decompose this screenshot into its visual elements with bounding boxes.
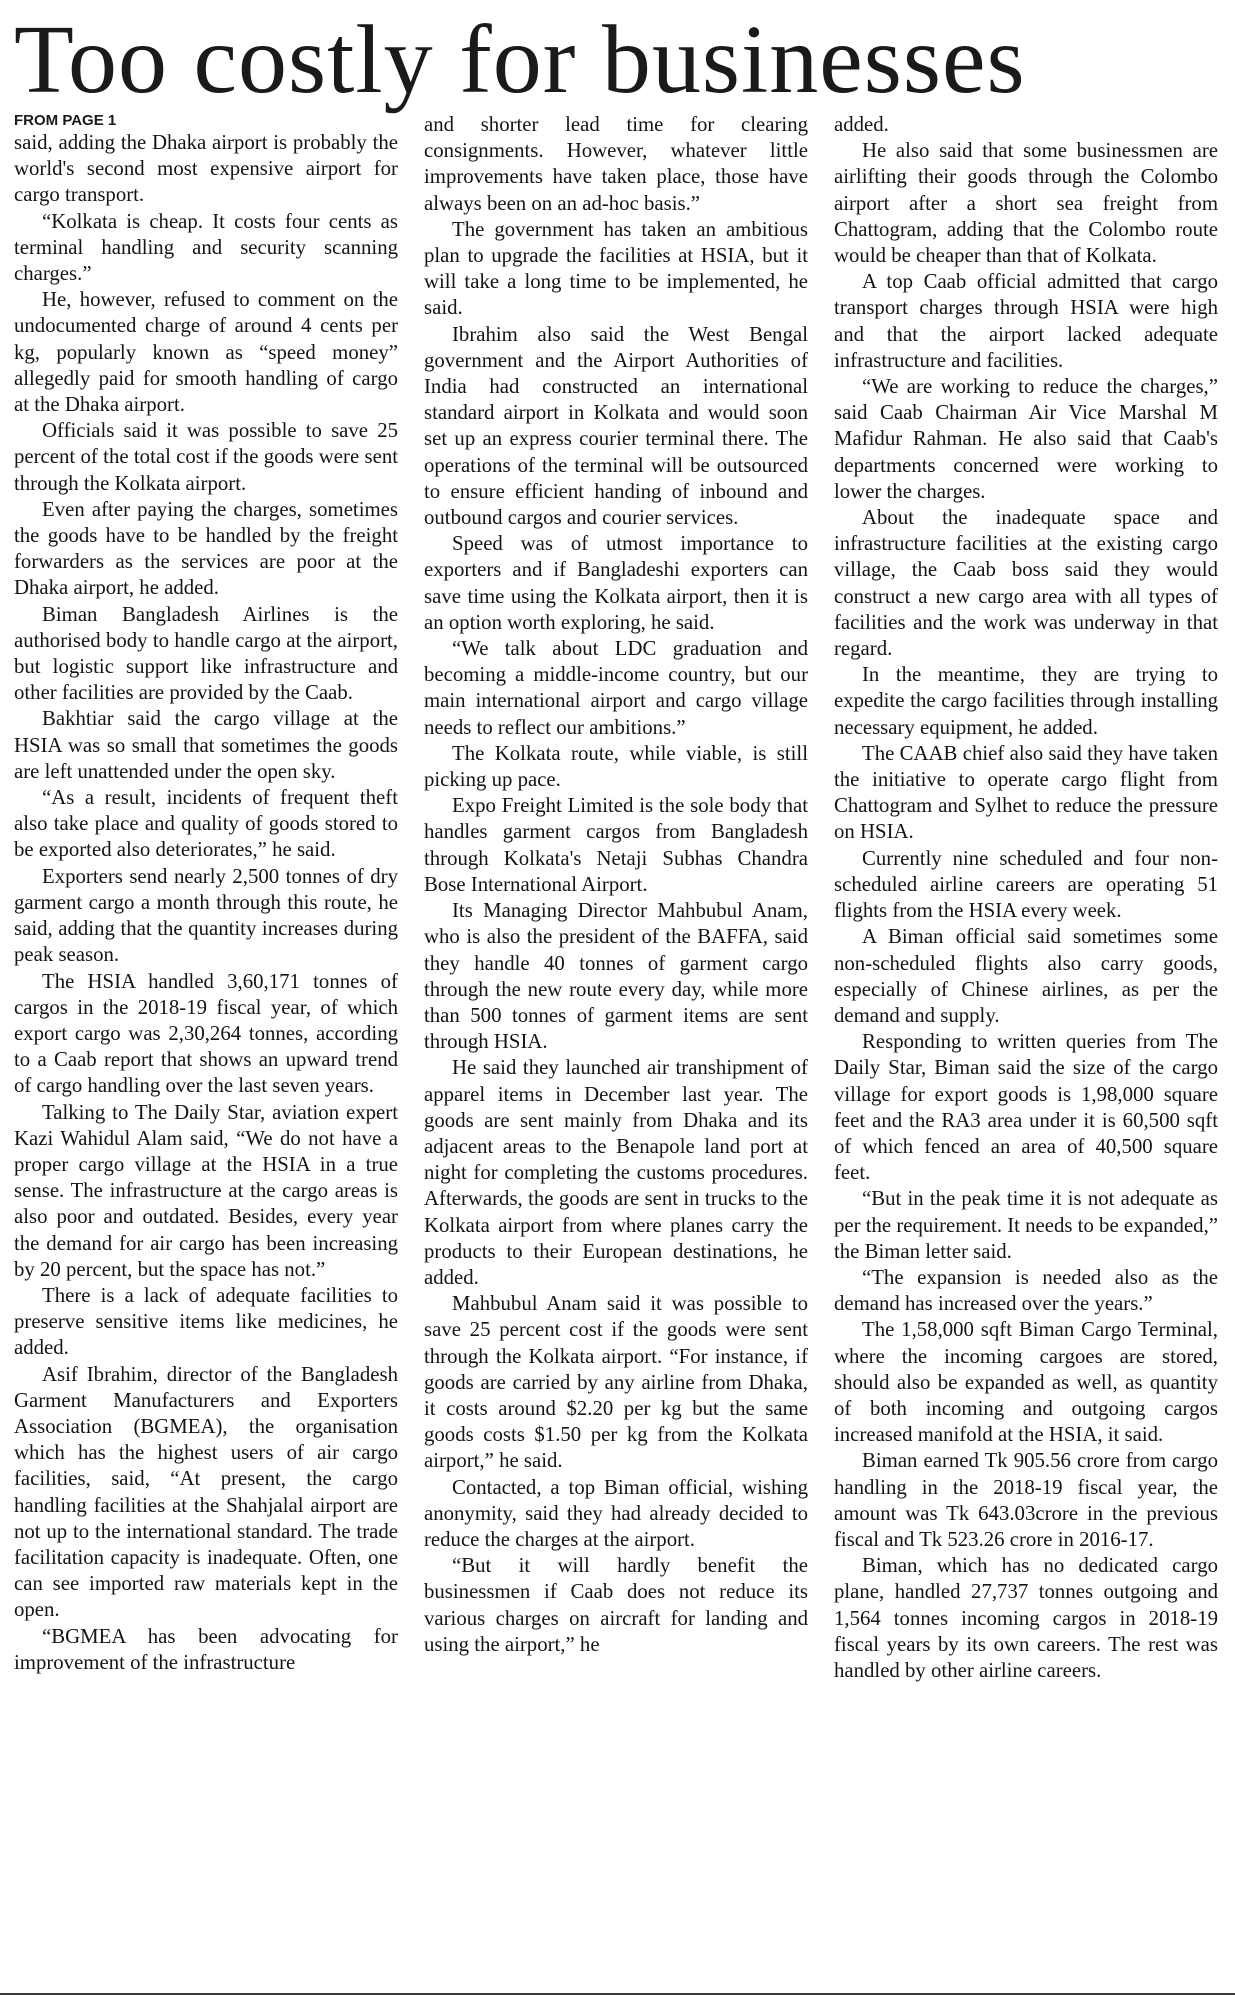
- paragraph: About the inadequate space and infrastructure facilities at the existing cargo village, the Caab boss said they would construct a new cargo area with all types of facilities and the work was underway in that regard.: [834, 506, 1218, 661]
- paragraph: “BGMEA has been advocating for improvement of the infrastructure: [14, 1624, 398, 1674]
- paragraph: The Kolkata route, while viable, is still picking up pace.: [424, 741, 808, 792]
- paragraph: Contacted, a top Biman official, wishing anonymity, said they had already decided to reduce the charges at the airport.: [424, 1475, 808, 1551]
- paragraph: “We talk about LDC graduation and becoming a middle-income country, but our main international airport and cargo village needs to reflect our ambitions.”: [424, 637, 808, 739]
- article-column-3: [834, 112, 1218, 1962]
- paragraph: Biman earned Tk 905.56 crore from cargo handling in the 2018-19 fiscal year, the amount was Tk 643.03crore in the previous fiscal and Tk 523.26 crore in 2016-17.: [834, 1449, 1218, 1551]
- paragraph: The HSIA handled 3,60,171 tonnes of cargos in the 2018-19 fiscal year, of which export cargo was 2,30,264 tonnes, according to a Caab report that shows an upward trend of cargo handling over the last seven years.: [14, 969, 398, 1098]
- paragraph: and shorter lead time for clearing consignments. However, whatever little improvements have taken place, those have always been on an ad-hoc basis.”: [424, 113, 808, 215]
- paragraph: A Biman official said sometimes some non-scheduled flights also carry goods, especially of Chinese airlines, as per the demand and supply.: [834, 925, 1218, 1027]
- paragraph: Expo Freight Limited is the sole body that handles garment cargos from Bangladesh through Kolkata's Netaji Subhas Chandra Bose International Airport.: [424, 794, 808, 896]
- paragraph: Talking to The Daily Star, aviation expert Kazi Wahidul Alam said, “We do not have a proper cargo village at the HSIA in a true sense. The infrastructure at the cargo areas is also poor and outdated. Besides, every year the demand for air cargo has been increasing by 20 percent, but the space has not.”: [14, 1100, 398, 1281]
- paragraph: In the meantime, they are trying to expedite the cargo facilities through installing necessary equipment, he added.: [834, 663, 1218, 739]
- paragraph: The CAAB chief also said they have taken the initiative to operate cargo flight from Chattogram and Sylhet to reduce the pressure on HSIA.: [834, 741, 1218, 844]
- paragraph: He also said that some businessmen are airlifting their goods through the Colombo airport after a short sea freight from Chattogram, adding that the Colombo route would be cheaper than that of Kolkata.: [834, 139, 1218, 268]
- paragraph: Officials said it was possible to save 25 percent of the total cost if the goods were sent through the Kolkata airport.: [14, 419, 398, 495]
- paragraph: He said they launched air transhipment of apparel items in December last year. The goods are sent mainly from Dhaka and its adjacent areas to the Benapole land port at night for completing the customs procedures. Afterwards, the goods are sent in trucks to the Kolkata airport from where planes carry the products to their European destinations, he added.: [424, 1056, 808, 1289]
- paragraph: “Kolkata is cheap. It costs four cents as terminal handling and security scanning charges.”: [14, 209, 398, 286]
- paragraph: Asif Ibrahim, director of the Bangladesh Garment Manufacturers and Exporters Association (BGMEA), the organisation which has the highest users of air cargo facilities, said, “At present, the cargo handling facilities at the Shahjalal airport are not up to the international standard. The trade facilitation capacity is inadequate. Often, one can see imported raw materials kept in the open.: [14, 1362, 398, 1622]
- paragraph: Bakhtiar said the cargo village at the HSIA was so small that sometimes the goods are left unattended under the open sky.: [14, 707, 398, 783]
- paragraph: “The expansion is needed also as the demand has increased over the years.”: [834, 1265, 1218, 1316]
- paragraph: “But in the peak time it is not adequate as per the requirement. It needs to be expanded,” the Biman letter said.: [834, 1187, 1218, 1263]
- paragraph: said, adding the Dhaka airport is probably the world's second most expensive airport for cargo transport.: [14, 131, 398, 207]
- paragraph: “As a result, incidents of frequent theft also take place and quality of goods stored to be exported also deteriorates,” he said.: [14, 786, 398, 862]
- paragraph: Responding to written queries from The Daily Star, Biman said the size of the cargo village for export goods is 1,98,000 square feet and the RA3 area under it is 60,500 sqft of which fenced an area of 40,500 square feet.: [834, 1030, 1218, 1185]
- paragraph: “We are working to reduce the charges,” said Caab Chairman Air Vice Marshal M Mafidur Rahman. He also said that Caab's departments concerned were working to lower the charges.: [834, 375, 1218, 503]
- headline: Too costly for businesses: [14, 6, 1026, 114]
- article-column-1: [14, 130, 398, 1980]
- continued-from-label: FROM PAGE 1: [14, 112, 117, 129]
- article-column-2: [424, 112, 808, 1962]
- paragraph: Currently nine scheduled and four non-scheduled airline careers are operating 51 flights from the HSIA every week.: [834, 846, 1218, 923]
- paragraph: Ibrahim also said the West Bengal government and the Airport Authorities of India had constructed an international standard airport in Kolkata and would soon set up an express courier terminal there. The operations of the terminal will be outsourced to ensure efficient handing of inbound and outbound cargos and courier services.: [424, 322, 808, 530]
- paragraph: He, however, refused to comment on the undocumented charge of around 4 cents per kg, popularly known as “speed money” allegedly paid for smooth handling of cargo at the Dhaka airport.: [14, 288, 398, 417]
- paragraph: added.: [834, 113, 889, 136]
- paragraph: The government has taken an ambitious plan to upgrade the facilities at HSIA, but it will take a long time to be implemented, he said.: [424, 217, 808, 320]
- paragraph: Biman, which has no dedicated cargo plane, handled 27,737 tonnes outgoing and 1,564 tonnes incoming cargos in 2018-19 fiscal years by its own careers. The rest was handled by other airline careers.: [834, 1554, 1218, 1682]
- paragraph: Speed was of utmost importance to exporters and if Bangladeshi exporters can save time using the Kolkata airport, then it is an option worth exploring, he said.: [424, 532, 808, 634]
- paragraph: Mahbubul Anam said it was possible to save 25 percent cost if the goods were sent through the Kolkata airport. “For instance, if goods are carried by any airline from Dhaka, it costs around $2.20 per kg but the same goods costs $1.50 per kg from the Kolkata airport,” he said.: [424, 1292, 808, 1473]
- paragraph: There is a lack of adequate facilities to preserve sensitive items like medicines, he added.: [14, 1283, 398, 1360]
- paragraph: “But it will hardly benefit the businessmen if Caab does not reduce its various charges on aircraft for landing and using the airport,” he: [424, 1554, 808, 1656]
- bottom-divider: [0, 1993, 1235, 1995]
- paragraph: Biman Bangladesh Airlines is the authorised body to handle cargo at the airport, but logistic support like infrastructure and other facilities are provided by the Caab.: [14, 602, 398, 705]
- paragraph: Exporters send nearly 2,500 tonnes of dry garment cargo a month through this route, he said, adding that the quantity increases during peak season.: [14, 864, 398, 967]
- paragraph: A top Caab official admitted that cargo transport charges through HSIA were high and that the airport lacked adequate infrastructure and facilities.: [834, 270, 1218, 372]
- paragraph: The 1,58,000 sqft Biman Cargo Terminal, where the incoming cargoes are stored, should also be expanded as well, as quantity of both incoming and outgoing cargos increased manifold at the HSIA, it said.: [834, 1318, 1218, 1447]
- paragraph: Its Managing Director Mahbubul Anam, who is also the president of the BAFFA, said they handle 40 tonnes of garment cargo through the new route every day, while more than 500 tonnes of garment items are sent through HSIA.: [424, 899, 808, 1054]
- paragraph: Even after paying the charges, sometimes the goods have to be handled by the freight forwarders as the services are poor at the Dhaka airport, he added.: [14, 497, 398, 600]
